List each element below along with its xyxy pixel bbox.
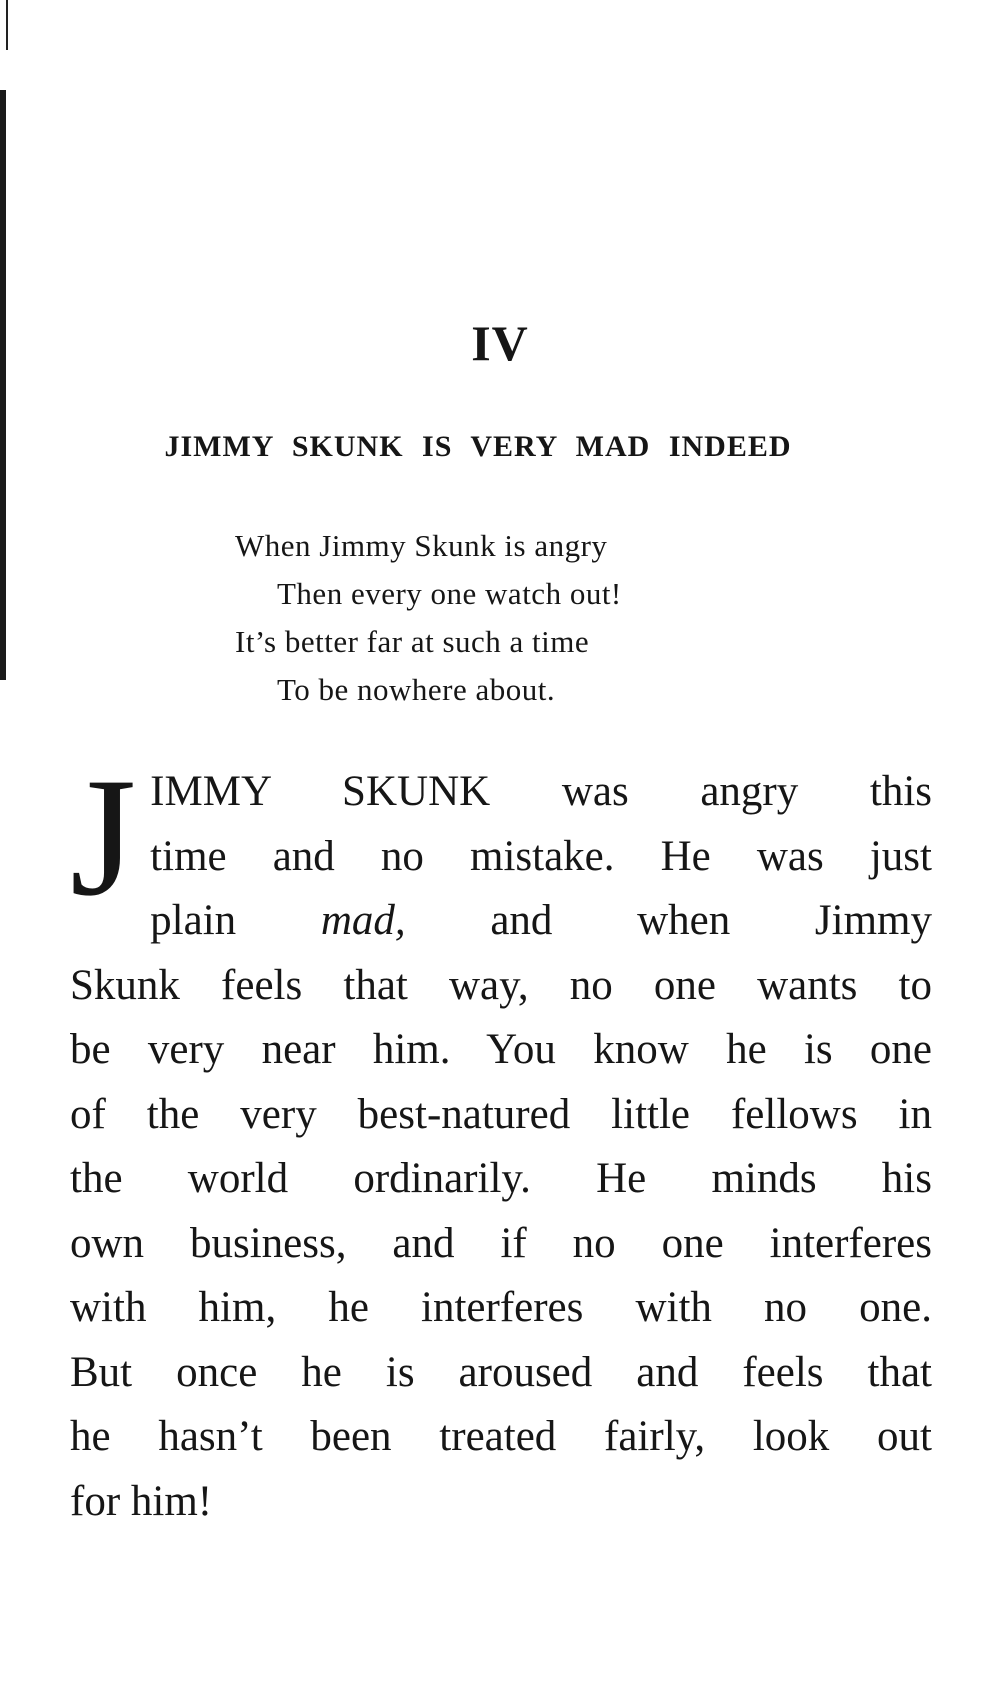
- italic-word: mad,: [320, 897, 406, 944]
- drop-cap: J: [70, 743, 137, 931]
- text-line: for him!: [70, 1477, 213, 1525]
- text-segment: plain: [150, 897, 237, 944]
- body-paragraph: [70, 743, 933, 1534]
- text-line: [70, 889, 932, 954]
- chapter-number: IV: [471, 315, 529, 371]
- text-segment: and when Jimmy: [490, 897, 933, 944]
- chapter-title: JIMMY SKUNK IS VERY MAD INDEED: [164, 430, 792, 463]
- page-edge-shadow: [0, 90, 6, 680]
- verse-line: It’s better far at such a time: [235, 624, 590, 659]
- text-line: of the very best-natured little fellows in: [70, 1090, 932, 1138]
- text-line: with him, he interferes with no one.: [70, 1284, 932, 1331]
- text-line: own business, and if no one interferes: [70, 1219, 932, 1267]
- text-line: be very near him. You know he is one: [70, 1026, 932, 1073]
- verse-line: Then every one watch out!: [277, 576, 622, 611]
- text-line: IMMY SKUNK was angry this: [150, 768, 932, 815]
- page-edge-mark: [6, 0, 8, 50]
- text-line: Skunk feels that way, no one wants to: [70, 961, 932, 1009]
- verse-line: To be nowhere about.: [277, 672, 556, 707]
- text-line: time and no mistake. He was just: [150, 832, 932, 880]
- epigraph-verse: [235, 522, 622, 714]
- text-line: But once he is aroused and feels that: [70, 1348, 932, 1396]
- text-line: he hasn’t been treated fairly, look out: [70, 1413, 932, 1460]
- verse-line: When Jimmy Skunk is angry: [235, 528, 608, 563]
- text-line: the world ordinarily. He minds his: [70, 1155, 932, 1202]
